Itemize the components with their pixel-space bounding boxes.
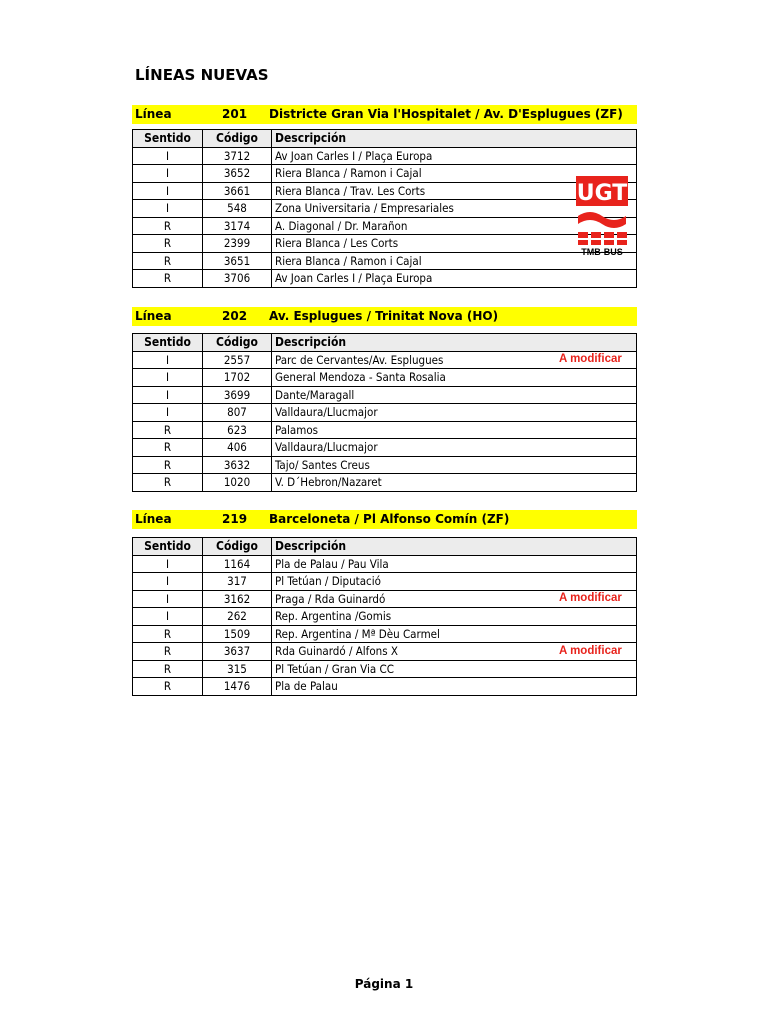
- cell-codigo: 3699: [203, 386, 272, 404]
- modify-note: A modificar: [559, 353, 622, 365]
- cell-sentido: I: [133, 182, 203, 200]
- ugt-logo-icon: [574, 174, 630, 258]
- table-row: [133, 270, 637, 288]
- table-header-row: [133, 538, 637, 556]
- cell-sentido: R: [133, 270, 203, 288]
- cell-sentido: R: [133, 439, 203, 457]
- cell-sentido: I: [133, 555, 203, 573]
- cell-sentido: I: [133, 608, 203, 626]
- cell-descripcion: Pl Tetúan / Gran Via CC: [272, 660, 637, 678]
- line-label: Línea: [135, 309, 172, 323]
- line-label: Línea: [135, 107, 172, 121]
- cell-sentido: R: [133, 474, 203, 492]
- cell-codigo: 2399: [203, 235, 272, 253]
- table-row: [133, 625, 637, 643]
- ugt-tmb-bus-logo: [574, 174, 630, 258]
- cell-sentido: I: [133, 369, 203, 387]
- stops-table: [132, 537, 637, 696]
- cell-sentido: I: [133, 147, 203, 165]
- cell-codigo: 3637: [203, 643, 272, 661]
- logo-text-top: UGT: [576, 181, 628, 206]
- cell-codigo: 3651: [203, 252, 272, 270]
- cell-sentido: R: [133, 678, 203, 696]
- cell-codigo: 262: [203, 608, 272, 626]
- page-footer: Página 1: [354, 977, 414, 991]
- table-row: [133, 421, 637, 439]
- cell-sentido: I: [133, 351, 203, 369]
- cell-codigo: 3712: [203, 147, 272, 165]
- cell-codigo: 1509: [203, 625, 272, 643]
- cell-codigo: 406: [203, 439, 272, 457]
- line-description: Barceloneta / Pl Alfonso Comín (ZF): [269, 512, 510, 526]
- cell-codigo: 1164: [203, 555, 272, 573]
- cell-descripcion: Riera Blanca / Les Corts: [272, 235, 637, 253]
- modify-note: A modificar: [559, 592, 622, 604]
- line-number: 219: [222, 512, 248, 526]
- col-header-descripcion: Descripción: [272, 538, 637, 556]
- table-row: [133, 678, 637, 696]
- cell-sentido: R: [133, 217, 203, 235]
- cell-descripcion: Rep. Argentina /Gomis: [272, 608, 637, 626]
- line-description: Districte Gran Via l'Hospitalet / Av. D'Esplugues (ZF): [269, 107, 623, 121]
- cell-descripcion: Rep. Argentina / Mª Dèu Carmel: [272, 625, 637, 643]
- cell-codigo: 623: [203, 421, 272, 439]
- cell-descripcion: V. D´Hebron/Nazaret: [272, 474, 637, 492]
- cell-descripcion: Zona Universitaria / Empresariales: [272, 200, 637, 218]
- cell-codigo: 3174: [203, 217, 272, 235]
- cell-descripcion: Pl Tetúan / Diputació: [272, 573, 637, 591]
- cell-codigo: 1020: [203, 474, 272, 492]
- line-number: 202: [222, 309, 248, 323]
- logo-text-bottom: TMB-BUS: [581, 247, 623, 257]
- cell-descripcion: Av Joan Carles I / Plaça Europa: [272, 147, 637, 165]
- page-title: LÍNEAS NUEVAS: [135, 66, 269, 84]
- cell-codigo: 3706: [203, 270, 272, 288]
- cell-codigo: 3162: [203, 590, 272, 608]
- col-header-sentido: Sentido: [133, 538, 203, 556]
- cell-descripcion: Praga / Rda Guinardó: [272, 590, 637, 608]
- col-header-codigo: Código: [203, 334, 272, 352]
- cell-descripcion: Av Joan Carles I / Plaça Europa: [272, 270, 637, 288]
- col-header-codigo: Código: [203, 538, 272, 556]
- table-row: [133, 200, 637, 218]
- cell-sentido: I: [133, 404, 203, 422]
- cell-descripcion: A. Diagonal / Dr. Marañon: [272, 217, 637, 235]
- table-row: [133, 182, 637, 200]
- cell-descripcion: General Mendoza - Santa Rosalia: [272, 369, 637, 387]
- table-header-row: [133, 334, 637, 352]
- table-row: [133, 147, 637, 165]
- table-row: [133, 555, 637, 573]
- cell-codigo: 548: [203, 200, 272, 218]
- cell-sentido: I: [133, 165, 203, 183]
- table-row: [133, 386, 637, 404]
- line-label: Línea: [135, 512, 172, 526]
- table-row: [133, 439, 637, 457]
- cell-descripcion: Valldaura/Llucmajor: [272, 404, 637, 422]
- table-row: [133, 252, 637, 270]
- cell-sentido: R: [133, 625, 203, 643]
- table-row: [133, 660, 637, 678]
- col-header-codigo: Código: [203, 130, 272, 148]
- cell-codigo: 1702: [203, 369, 272, 387]
- table-row: [133, 456, 637, 474]
- line-header: [132, 510, 637, 529]
- line-description: Av. Esplugues / Trinitat Nova (HO): [269, 309, 499, 323]
- table-row: [133, 235, 637, 253]
- cell-descripcion: Pla de Palau / Pau Vila: [272, 555, 637, 573]
- cell-sentido: R: [133, 643, 203, 661]
- col-header-descripcion: Descripción: [272, 334, 637, 352]
- cell-descripcion: Dante/Maragall: [272, 386, 637, 404]
- table-row: [133, 217, 637, 235]
- cell-descripcion: Riera Blanca / Ramon i Cajal: [272, 252, 637, 270]
- col-header-sentido: Sentido: [133, 130, 203, 148]
- cell-sentido: I: [133, 573, 203, 591]
- table-header-row: [133, 130, 637, 148]
- table-row: [133, 369, 637, 387]
- col-header-sentido: Sentido: [133, 334, 203, 352]
- cell-codigo: 3661: [203, 182, 272, 200]
- modify-note: A modificar: [559, 645, 622, 657]
- cell-codigo: 1476: [203, 678, 272, 696]
- table-row: [133, 165, 637, 183]
- cell-descripcion: Parc de Cervantes/Av. Esplugues: [272, 351, 637, 369]
- cell-descripcion: Valldaura/Llucmajor: [272, 439, 637, 457]
- cell-descripcion: Tajo/ Santes Creus: [272, 456, 637, 474]
- col-header-descripcion: Descripción: [272, 130, 637, 148]
- cell-sentido: R: [133, 660, 203, 678]
- cell-codigo: 317: [203, 573, 272, 591]
- cell-sentido: R: [133, 252, 203, 270]
- table-row: [133, 573, 637, 591]
- cell-descripcion: Pla de Palau: [272, 678, 637, 696]
- cell-codigo: 3632: [203, 456, 272, 474]
- cell-sentido: R: [133, 235, 203, 253]
- cell-codigo: 807: [203, 404, 272, 422]
- cell-codigo: 315: [203, 660, 272, 678]
- cell-sentido: I: [133, 590, 203, 608]
- table-row: [133, 474, 637, 492]
- cell-sentido: R: [133, 421, 203, 439]
- cell-sentido: I: [133, 386, 203, 404]
- cell-descripcion: Riera Blanca / Trav. Les Corts: [272, 182, 637, 200]
- cell-descripcion: Rda Guinardó / Alfons X: [272, 643, 637, 661]
- line-header: [132, 307, 637, 326]
- line-number: 201: [222, 107, 248, 121]
- cell-descripcion: Riera Blanca / Ramon i Cajal: [272, 165, 637, 183]
- line-header: [132, 105, 637, 124]
- cell-sentido: R: [133, 456, 203, 474]
- stops-table: [132, 129, 637, 288]
- cell-codigo: 2557: [203, 351, 272, 369]
- cell-sentido: I: [133, 200, 203, 218]
- table-row: [133, 608, 637, 626]
- table-row: [133, 404, 637, 422]
- cell-descripcion: Palamos: [272, 421, 637, 439]
- cell-codigo: 3652: [203, 165, 272, 183]
